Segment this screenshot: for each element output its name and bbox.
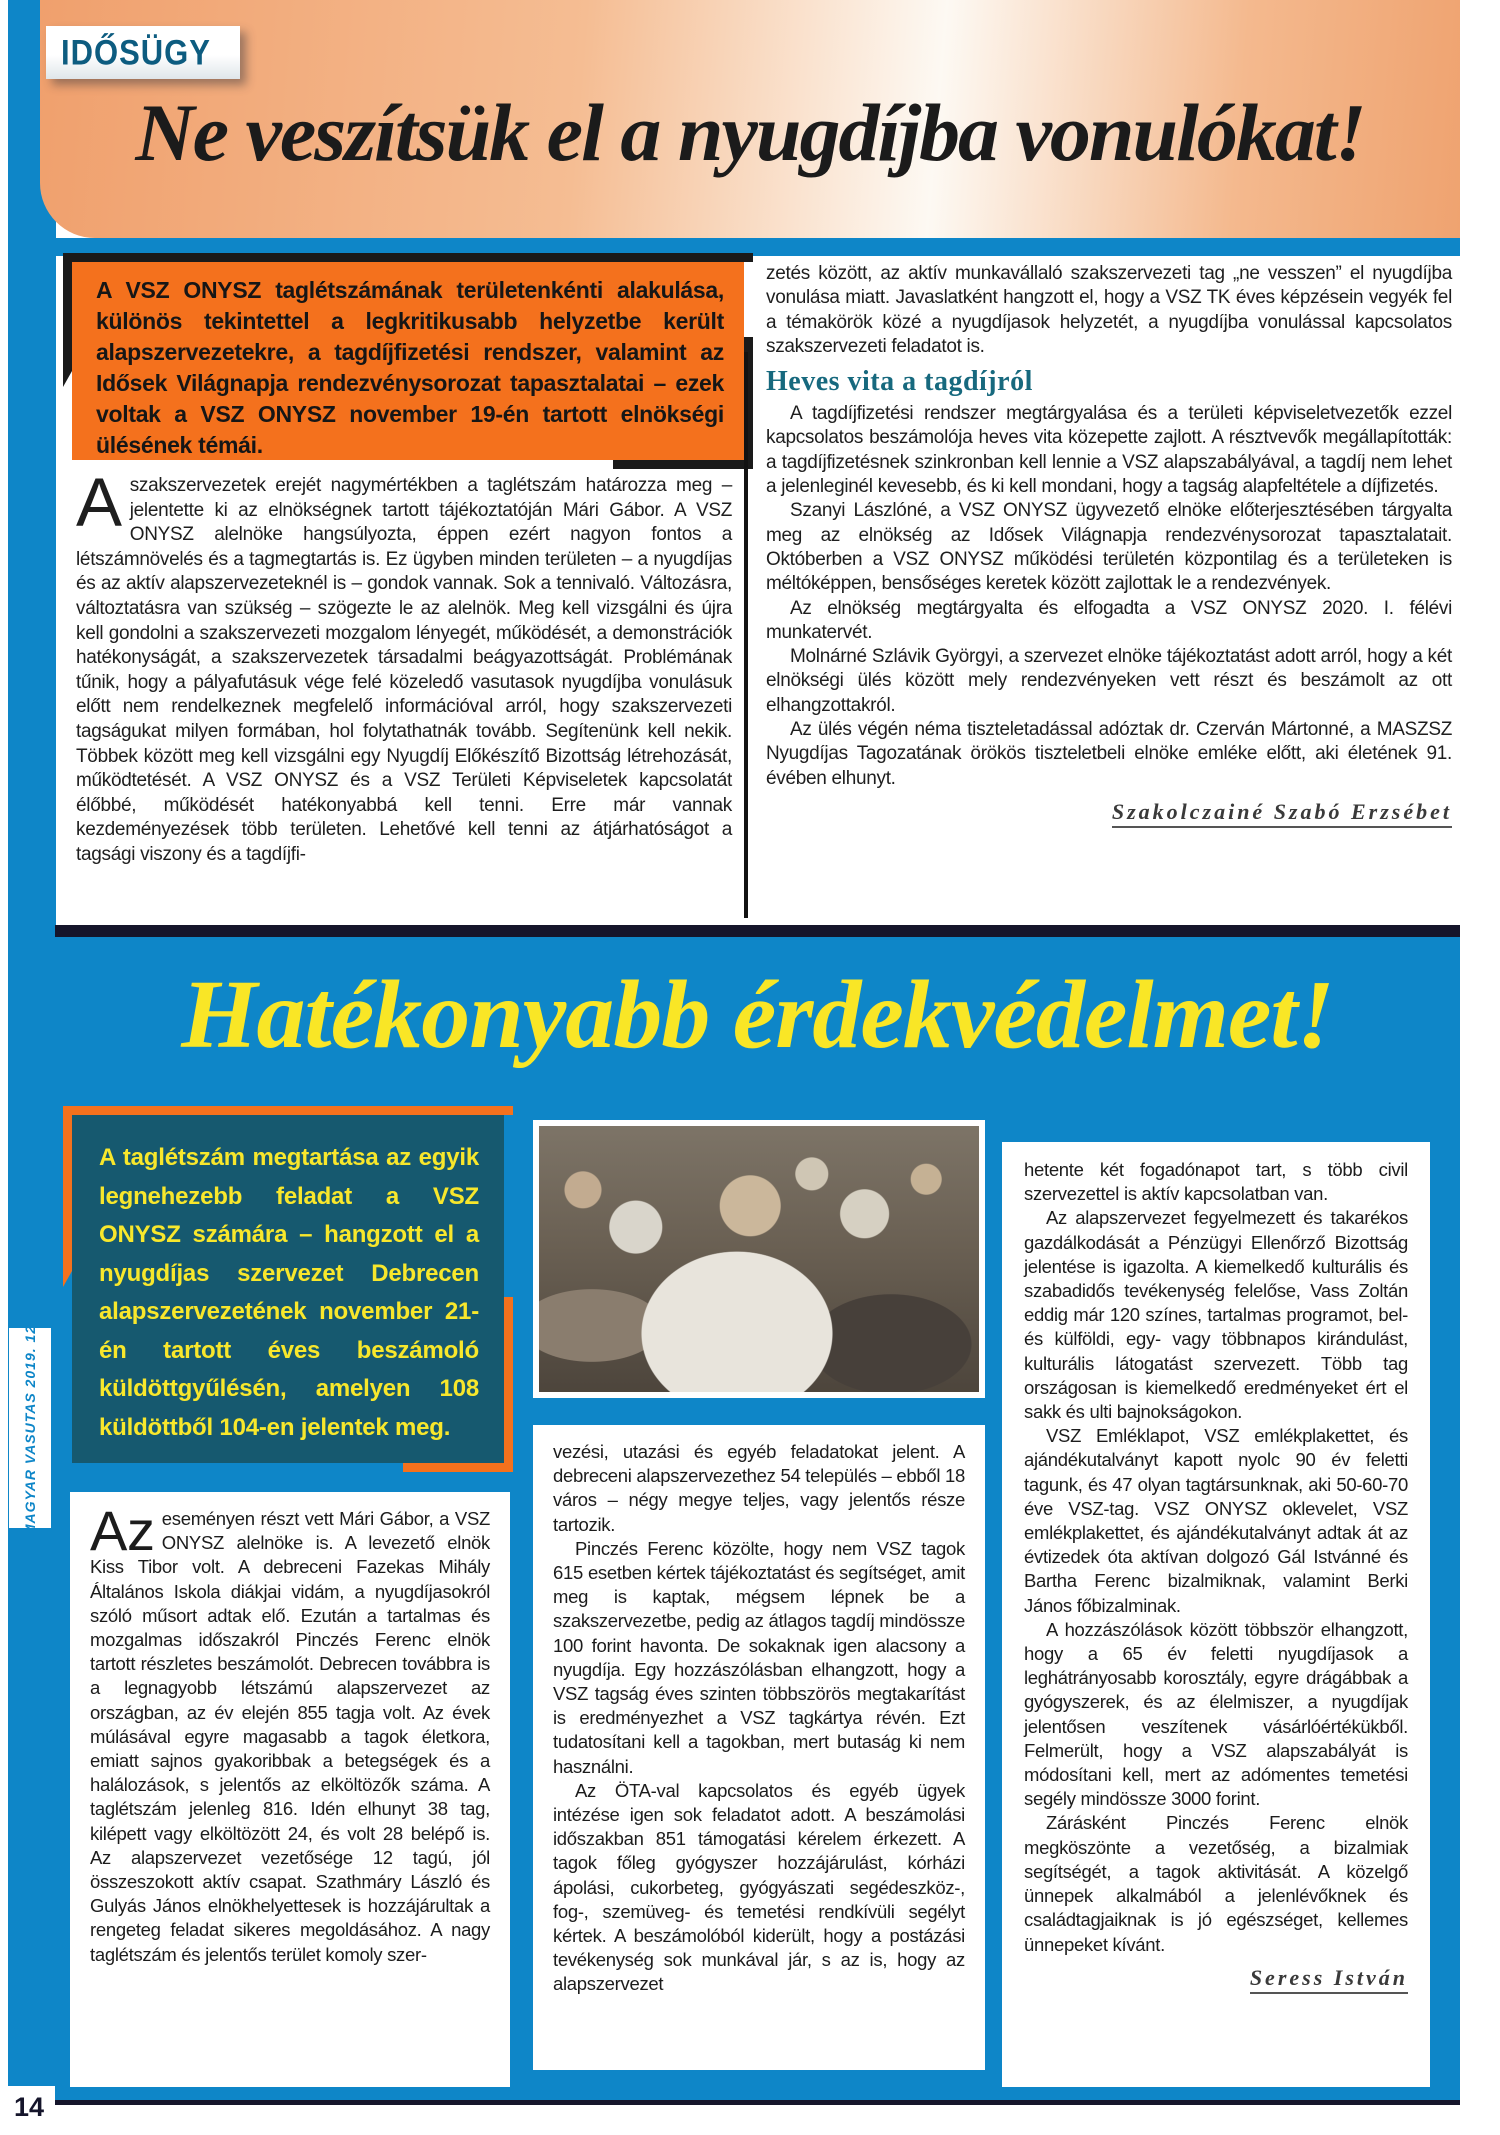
- article1-left-text: szakszervezetek erejét nagymértékben a taglétszám határozza meg – jelentette ki az elnökségnek tartott tájékoztatóján Mári Gábor. A VSZ ONYSZ alelnöke hangsúlyozta, éppen ezért nagyon fontos a létszámnövelés és a tagmegtartás is. Ez ügyben minden területen – a nyugdíjas és az aktív alapszervezeteknél is – gondok vannak. Sok a tennivaló. Változásra, változtatásra van szükség – szögezte le az alelnök. Meg kell vizsgálni és újra kell gondolni a szakszervezeti mozgalom lényegét, működését, a demonstrációk hatékonyságát, a szakszervezetek társadalmi beágyazottságát. Problémának tűnik, hogy a pályafutásuk vége felé közeledő vasutasok nyugdíjba vonulásuk előtt nem rendelkeznek megfelelő információval arról, hogy szakszervezeti tagságukat milyen formában, hol folytathatnák tovább. Segítenünk kell nekik. Többek között meg kell vizsgálni egy Nyugdíj Előkészítő Bizottság létrehozását, működtetését. A VSZ ONYSZ és a VSZ Területi Képviseletek kapcsolatát élőbbé, működését hatékonyabbá kell tenni. Erre már vannak kezdeményezések több területen. Lehetővé kell tenni az átjárhatóságot a tagsági viszony és a tagdíjfi-: [76, 475, 732, 865]
- paragraph: zetés között, az aktív munkavállaló szakszervezeti tag „ne vesszen” el nyugdíjba vonulása miatt. Javaslatként hangzott el, hogy a VSZ TK éves képzésein vegyék fel a témakörök közé a nyugdíjasok helyzetét, a nyugdíjba vonulással kapcsolatos szakszervezeti feladatot is.: [766, 263, 1452, 357]
- paragraph: vezési, utazási és egyéb feladatokat jelent. A debreceni alapszervezethez 54 település – ebből 18 város – négy megye teljes, vagy jelentős része tartozik.: [553, 1441, 965, 1535]
- paragraph: A hozzászólások között többször elhangzott, hogy a 65 év feletti nyugdíjasok a leghátrányosabb korosztály, egyre drágábbak a gyógyszerek, és az élelmiszer, a nyugdíjak jelentősen veszítenek vásárlóértékükből. Felmerült, hogy a VSZ alapszabályát is módosítani kell, mert az adómentes temetési segély mindössze 3000 forint.: [1024, 1618, 1408, 1810]
- section-label-box: [46, 26, 240, 79]
- article1-title: Ne veszítsük el a nyugdíjba vonulókat!: [135, 87, 1365, 178]
- article2-column3: [1002, 1142, 1430, 2087]
- paragraph: Az alapszervezet fegyelmezett és takarékos gazdálkodását a Pénzügyi Ellenőrző Bizottság jelentése is igazolta. A kiemelkedő kulturális és szabadidős tevékenység felelőse, Vass Zoltán eddig már 120 színes, tartalmas programot, bel- és külföldi, egy- vagy többnapos kirándulást, kulturális látogatást szervezett. Több tag országosan is kiemelkedő eredményeket ért el sakk és ulti bajnokságokon.: [1024, 1207, 1408, 1423]
- paragraph: Molnárné Szlávik Györgyi, a szervezet elnöke tájékoztatást adott arról, hogy a két elnökségi ülés között mely rendezvényeken vett részt és beszámolt az ott elhangzottakról.: [766, 646, 1452, 716]
- lead-box-accent: [63, 253, 72, 371]
- article2-column2: [533, 1425, 985, 2070]
- article1-lead: A VSZ ONYSZ taglétszámának területenkénti alakulása, különös tekintettel a legkritikusabb helyzetbe került alapszervezetekre, a tagdíjfizetési rendszer, valamint az Idősek Világnapja rendezvénysorozat tapasztalatai – ezek voltak a VSZ ONYSZ november 19-én tartott elnökségi ülésének témái.: [96, 277, 724, 458]
- subheading: Heves vita a tagdíjról: [766, 366, 1033, 398]
- lead-box-accent: [613, 460, 753, 469]
- article2-col1-text: eseményen részt vett Mári Gábor, a VSZ ONYSZ alelnöke is. A levezető elnök Kiss Tibor volt. A debreceni Fazekas Mihály Általános Iskola diákjai vidám, a nyugdíjasokról szóló műsort adtak elő. Ezután a tartalmas és mozgalmas időszakról Pinczés Ferenc elnök tartott részletes beszámolót. Debrecen továbbra is a legnagyobb létszámú alapszervezet az országban, az év elején 855 tagja volt. Az évek múlásával egyre magasabb a tagok életkora, emiatt sajnos gyakoribbak a betegségek és a halálozások, s jelentős az elköltözők száma. A taglétszám jelenleg 816. Idén elhunyt 38 tag, kilépett vagy elköltözött 24, és volt 28 belépő is. Az alapszervezet vezetősége 12 tagú, jól összeszokott aktív csapat. Szathmáry László és Gulyás János elnökhelyettesek is hozzájárultak a rengeteg feladat sikeres megoldásához. A nagy taglétszám és jelentős terület komoly szer-: [90, 1508, 490, 1965]
- article2-lead-box: [72, 1115, 504, 1463]
- section-label: IDŐSÜGY: [61, 31, 211, 73]
- lead-box-accent: [63, 253, 753, 262]
- page-number: 14: [14, 2092, 45, 2122]
- lead-box-accent: [504, 1297, 513, 1472]
- article1-left-column: [76, 464, 732, 868]
- paragraph: Az ülés végén néma tiszteletadással adóztak dr. Czerván Mártonné, a MASZSZ Nyugdíjas Tagozatának örökös tiszteletbeli elnöke emléke előtt, aki életének 91. évében elhunyt.: [766, 719, 1452, 789]
- lead-box-accent: [63, 1106, 513, 1115]
- article1: [56, 256, 1460, 925]
- article1-right-column: [766, 262, 1452, 825]
- article2-column1: [70, 1492, 510, 2087]
- lead-box-accent: [403, 1463, 513, 1472]
- signature-article1: Szakolczainé Szabó Erzsébet: [766, 799, 1452, 825]
- article2-title: Hatékonyabb érdekvédelmet!: [181, 961, 1334, 1069]
- paragraph: Az elnökség megtárgyalta és elfogadta a VSZ ONYSZ 2020. I. félévi munkatervét.: [766, 597, 1452, 643]
- edition-vertical-text: MAGYAR VASUTAS 2019. 12.: [22, 1319, 38, 1537]
- paragraph: Zárásként Pinczés Ferenc elnök megköszönte a vezetőség, a bizalmiak segítségét, a tagok aktivitását. A közelgő ünnepek alkalmából a jelenlévőknek és családtagjaiknak is jó egészséget, kellemes ünnepeket kívánt.: [1024, 1812, 1408, 1955]
- paragraph: Pinczés Ferenc közölte, hogy nem VSZ tagok 615 esetben kértek tájékoztatást és segítséget, amit meg is kaptak, mégsem lépnek be a szakszervezetbe, pedig az átlagos tagdíj mindössze 100 forint havonta. De sokaknak igen alacsony a nyugdíja. Egy hozzászólásban elhangzott, hogy a VSZ tagság éves szinten többszörös megtakarítást is eredményezhet a VSZ tagkártya révén. Ezt tudatosítani kell a tagokban, mert butaság ki nem használni.: [553, 1537, 965, 1777]
- dropcap: Az: [90, 1499, 155, 1562]
- dropcap: A: [76, 464, 122, 541]
- paragraph: hetente két fogadónapot tart, s több civil szervezettel is aktív kapcsolatban van.: [1024, 1159, 1408, 1205]
- signature-article2: Seress István: [1024, 1965, 1408, 1991]
- column-divider: [744, 352, 748, 918]
- article1-lead-box: [72, 262, 744, 460]
- page-edge-strip: [8, 0, 56, 2086]
- lead-box-accent: [63, 1106, 72, 1271]
- article2-lead: A taglétszám megtartása az egyik legnehezebb feladat a VSZ ONYSZ számára – hangzott el a nyugdíjas szervezet Debrecen alapszervezetének november 21-én tartott éves beszámoló küldöttgyűlésén, amelyen 108 küldöttből 104-en jelentek meg.: [99, 1144, 479, 1441]
- meeting-audience-photo: [533, 1120, 985, 1398]
- paragraph: VSZ Emléklapot, VSZ emlékplakettet, és ajándékutalványt kapott nyolc 90 év feletti tagunk, és 47 olyan tagtársunknak, aki 50-60-70 éve VSZ-tag. VSZ ONYSZ oklevelet, VSZ emlékplakettet, és ajándékutalványt adtak át az évtizedek óta aktívan dolgozó Gál Istvánné és Bartha Ferenc bizalmiknak, valamint Berki János főbizalminak.: [1024, 1425, 1408, 1616]
- paragraph: Az ÖTA-val kapcsolatos és egyéb ügyek intézése igen sok feladatot adott. A beszámolási időszakban 851 támogatási kérelem érkezett. A tagok főleg gyógyszer hozzájárulást, kórházi ápolási, cukorbeteg, gyógyászati segédeszköz-, fog-, szemüveg- és temetési rendkívüli segélyt kértek. A beszámolóból kiderült, hogy a postázási tevékenység sok munkával jár, s az is, hogy az alapszervezet: [553, 1779, 965, 1995]
- paragraph: Szanyi Lászlóné, a VSZ ONYSZ ügyvezető elnöke előterjesztésében tárgyalta meg az elnökség az Idősek Világnapja rendezvénysorozat tapasztalatait. Októberben a VSZ ONYSZ működési területén központilag és a területeken is méltóképpen, bensőséges keretek között zajlottak le a rendezvények.: [766, 500, 1452, 595]
- article2-section: [55, 925, 1460, 2105]
- paragraph: [90, 1499, 490, 1967]
- edition-vertical-box: [9, 1319, 51, 1537]
- paragraph: A tagdíjfizetési rendszer megtárgyalása és a területi képviseletvezetők ezzel kapcsolatos beszámolója heves vita közepette zajlott. A résztvevők megállapították: a tagdíjfizetésnek szinkronban kell lennie a VSZ alapszabályával, a tagdíj nem lehet a jelenleginél kevesebb, és ki kell mondani, hogy a tagság alapfeltétele a díjfizetés.: [766, 403, 1452, 498]
